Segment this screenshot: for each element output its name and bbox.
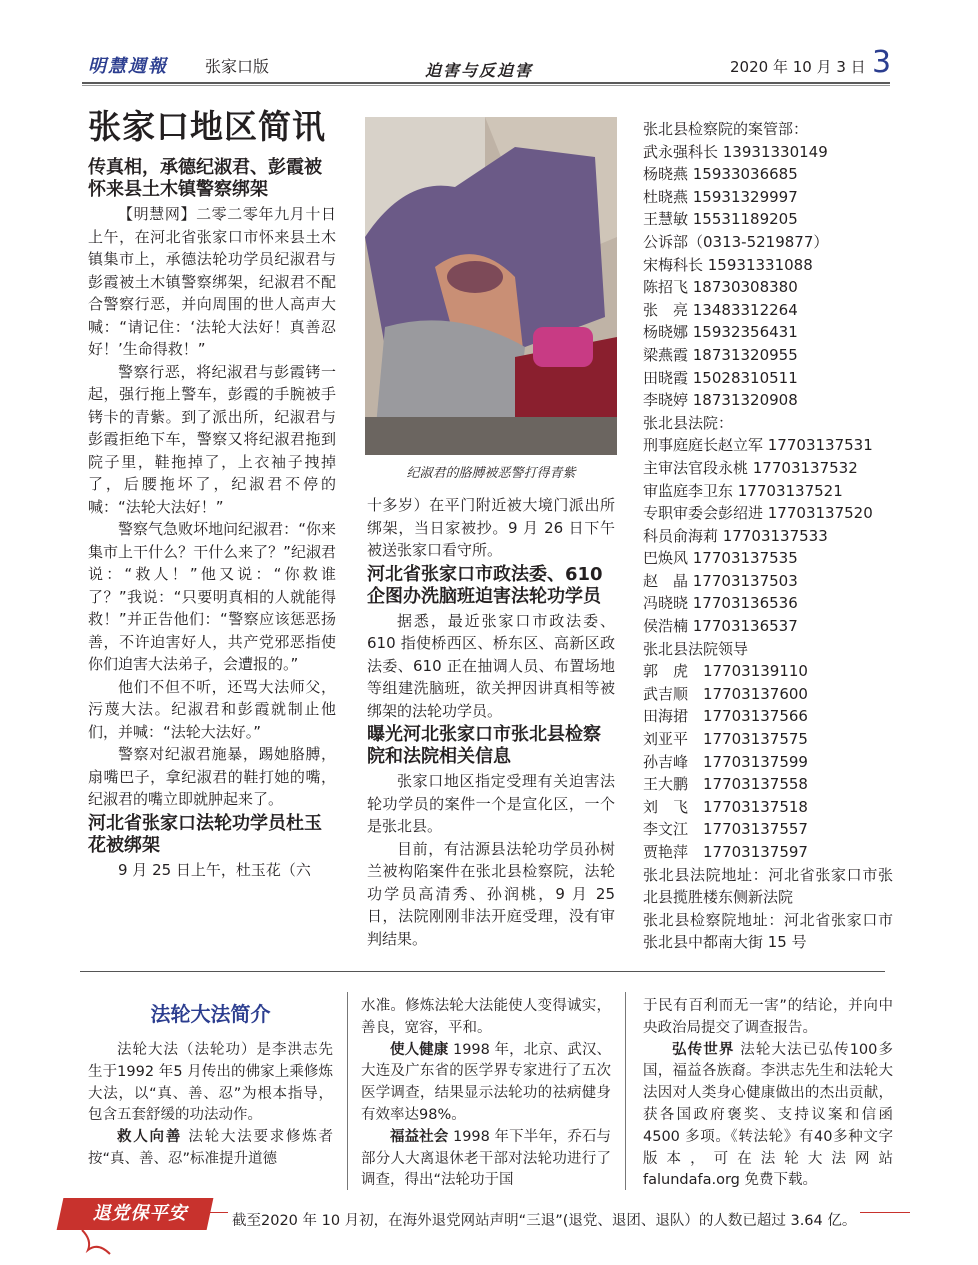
contact-line: 张北县检察院的案管部： <box>643 120 809 138</box>
column-divider <box>347 992 348 1190</box>
paragraph: 9 月 25 日上午，杜玉花（六 <box>118 860 311 879</box>
paragraph: 警察行恶，将纪淑君与彭霞铐一起，强行拖上警车，彭霞的手腕被手铐卡的青紫。到了派出所，纪淑君与彭霞拒绝下车，警察又将纪淑君拖到院子里，鞋拖掉了，上衣袖子拽掉了，后腰拖坏了，纪淑君不停的喊：“法轮大法好！” <box>88 362 336 516</box>
article-photo <box>365 117 617 455</box>
contact-line: 陈招飞 18730308380 <box>643 278 798 297</box>
subheading-2: 河北省张家口法轮功学员杜玉花被绑架 <box>88 812 322 856</box>
paragraph: 十多岁）在平门附近被大境门派出所绑架，当日家被抄。9 月 26 日下午被送张家口看守所。 <box>367 496 615 559</box>
contact-line: 李晓婷 18731320908 <box>643 391 798 410</box>
contact-line: 李文江 17703137557 <box>643 820 808 839</box>
intro-subhead: 使人健康 <box>390 1041 449 1058</box>
paragraph: 法轮大法（法轮功）是李洪志先生于1992 年5 月传出的佛家上乘修炼大法，以“真、善、忍”为根本指导，包含五套舒缓的功法动作。 <box>88 1042 333 1124</box>
paragraph: 目前，有沽源县法轮功学员孙树兰被构陷案件在张北县检察院，法轮功学员高清秀、孙润桃，9 月 25 日，法院刚刚非法开庭受理，没有审判结果。 <box>367 839 615 948</box>
edition-label: 张家口版 <box>205 57 270 76</box>
paragraph: 水准。修炼法轮大法能使人变得诚实，善良，宽容，平和。 <box>361 998 611 1036</box>
contact-line: 专职审委会彭绍进 17703137520 <box>643 504 873 523</box>
intro-column-1 <box>88 1000 333 1171</box>
photo-illustration <box>365 117 617 455</box>
intro-column-2 <box>361 996 611 1192</box>
subheading-4: 曝光河北张家口市张北县检察院和法院相关信息 <box>367 724 601 767</box>
contact-line: 张 亮 13483312264 <box>643 300 798 319</box>
intro-subhead: 弘传世界 <box>672 1041 735 1058</box>
contact-line: 宋梅科长 15931331088 <box>643 255 813 274</box>
paragraph: 张家口地区指定受理有关迫害法轮功学员的案件一个是宣化区，一个是张北县。 <box>367 772 615 835</box>
contact-line: 田海捃 17703137566 <box>643 707 808 726</box>
contact-line: 公诉部（0313-5219877） <box>643 232 829 251</box>
subheading-3: 河北省张家口市政法委、610企图办洗脑班迫害法轮功学员 <box>367 563 603 607</box>
contact-line: 郭 虎 17703139110 <box>643 662 808 681</box>
column-divider <box>625 992 626 1190</box>
contact-line: 张北县法院： <box>643 413 734 432</box>
contact-line: 巴焕风 17703137535 <box>643 549 798 568</box>
paragraph: 法轮大法已弘传100多国，福益各族裔。李洪志先生和法轮大法因对人类身心健康做出的杰出贡献，获各国政府褒奖、支持议案和信函4500 多项。《转法轮》有40多种文字版本，可在法轮大法网站falundafa.org 免费下载。 <box>643 1041 894 1189</box>
contact-line: 刑事庭庭长赵立军 17703137531 <box>643 436 873 455</box>
contact-line: 王慧敏 15531189205 <box>643 210 798 229</box>
paragraph: 1998 年，北京、武汉、大连及广东省的医学界专家进行了五次医学调查，结果显示法轮功的祛病健身有效率达98%。 <box>361 1041 612 1123</box>
intro-column-3 <box>643 996 893 1192</box>
paragraph: 法轮大法要求修炼者按“真、善、忍”标准提升道德 <box>88 1129 334 1167</box>
article-column-1 <box>88 107 336 881</box>
article-title: 张家口地区简讯 <box>88 107 326 146</box>
header-rule-thin <box>82 85 890 86</box>
contact-line: 刘 飞 17703137518 <box>643 797 808 816</box>
contact-line: 梁燕霞 18731320955 <box>643 345 798 364</box>
intro-subhead: 福益社会 <box>390 1128 449 1145</box>
contact-list <box>643 118 893 954</box>
section-title: 迫害与反迫害 <box>425 61 534 80</box>
intro-subhead: 救人向善 <box>117 1129 183 1146</box>
contact-line: 杜晓燕 15931329997 <box>643 187 798 206</box>
contact-line: 武永强科长 13931330149 <box>643 142 828 161</box>
contact-line: 冯晓晓 17703136536 <box>643 594 798 613</box>
footer-badge-text: 退党保平安 <box>92 1203 188 1224</box>
contact-line: 王大鹏 17703137558 <box>643 775 808 794</box>
ribbon-icon <box>78 1228 118 1258</box>
footer-text: 截至2020 年 10 月初，在海外退党网站声明“三退”(退党、退团、退队）的人数已超过 3.64 亿。 <box>228 1209 860 1230</box>
intro-title: 法轮大法简介 <box>150 1002 271 1026</box>
paragraph: 【明慧网】二零二零年九月十日上午，在河北省张家口市怀来县土木镇集市上，承德法轮功学员纪淑君与彭霞被土木镇警察绑架，纪淑君不配合警察行恶，并向周围的世人高声大喊：“请记住：‘法轮大法好！真善忍好！’生命得救！” <box>88 205 336 358</box>
page-number: 3 <box>872 45 892 80</box>
paragraph: 1998 年下半年，乔石与部分人大离退休老干部对法轮功进行了调查，得出“法轮功于国 <box>361 1128 612 1189</box>
procuratorate-address: 张北县检察院地址：河北省张家口市张北县中都南大街 15 号 <box>643 910 893 952</box>
contact-line: 孙吉峰 17703137599 <box>643 752 808 771</box>
contact-line: 武吉顺 17703137600 <box>643 684 808 703</box>
contact-line: 贾艳萍 17703137597 <box>643 843 808 861</box>
contact-line: 侯浩楠 17703136537 <box>643 617 798 636</box>
contact-line: 赵 晶 17703137503 <box>643 571 798 590</box>
court-address: 张北县法院地址：河北省张家口市张北县揽胜楼东侧新法院 <box>643 865 893 907</box>
contact-line: 主审法官段永桃 17703137532 <box>643 458 858 477</box>
subheading-1: 传真相，承德纪淑君、彭霞被怀来县土木镇警察绑架 <box>88 157 322 200</box>
paragraph: 警察气急败坏地问纪淑君：“你来集市上干什么？干什么来了？”纪淑君说：“救人！”他又说：“你救谁了？”我说：“只要明真相的人就能得救！”并正告他们：“警察应该惩恶扬善，不许迫害好人，共产党邪恶指使你们迫害大法弟子，会遭报的。” <box>88 520 336 673</box>
contact-line: 张北县法院领导 <box>643 639 749 658</box>
paragraph: 警察对纪淑君施暴，踢她胳膊，扇嘴巴子，拿纪淑君的鞋打她的嘴，纪淑君的嘴立即就肿起来了。 <box>88 745 336 808</box>
contact-line: 杨晓娜 15932356431 <box>643 323 798 342</box>
paragraph: 据悉，最近张家口市政法委、610 指使桥西区、桥东区、高新区政法委、610 正在抽调人员、布置场地等组建洗脑班，欲关押因讲真相等被绑架的法轮功学员。 <box>367 611 615 720</box>
contact-line: 田晓霞 15028310511 <box>643 368 798 387</box>
contact-line: 科员俞海莉 17703137533 <box>643 526 828 545</box>
section-divider <box>80 971 885 972</box>
paragraph: 他们不但不听，还骂大法师父，污蔑大法。纪淑君和彭霞就制止他们，并喊：“法轮大法好。” <box>88 677 336 741</box>
issue-date: 2020 年 10 月 3 日 <box>730 58 866 76</box>
photo-caption: 纪淑君的胳膊被恶警打得青紫 <box>406 466 576 481</box>
header-rule <box>82 82 890 84</box>
contact-line: 刘亚平 17703137575 <box>643 730 808 749</box>
contact-line: 审监庭李卫东 17703137521 <box>643 481 843 500</box>
contact-line: 杨晓燕 15933036685 <box>643 165 798 184</box>
article-column-2 <box>367 494 615 950</box>
masthead: 明慧週報 <box>88 56 168 77</box>
paragraph: 于民有百利而无一害”的结论，并向中央政治局提交了调查报告。 <box>643 998 893 1036</box>
